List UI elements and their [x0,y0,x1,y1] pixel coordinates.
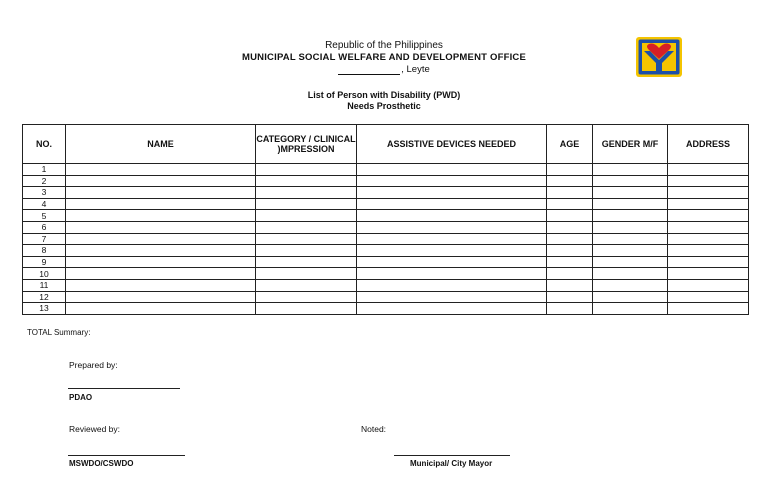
category-cell[interactable] [256,279,357,291]
assistive-devices-cell[interactable] [357,221,547,233]
row-number: 13 [23,303,66,315]
address-cell[interactable] [668,221,749,233]
table-row [23,210,749,222]
table-row [23,245,749,257]
name-cell[interactable] [66,256,256,268]
table-row [23,268,749,280]
age-cell[interactable] [547,291,593,303]
category-cell[interactable] [256,233,357,245]
name-cell[interactable] [66,175,256,187]
age-cell[interactable] [547,303,593,315]
gender-cell[interactable] [593,245,668,257]
address-cell[interactable] [668,164,749,176]
column-header-no: NO. [23,125,66,164]
gender-cell[interactable] [593,175,668,187]
column-header-category: CATEGORY / CLINICAL )MPRESSION [256,125,357,164]
reviewed-by-label: Reviewed by: [69,424,121,434]
row-number: 6 [23,221,66,233]
row-number: 5 [23,210,66,222]
name-cell[interactable] [66,221,256,233]
address-cell[interactable] [668,256,749,268]
address-cell[interactable] [668,291,749,303]
age-cell[interactable] [547,221,593,233]
row-number: 3 [23,187,66,199]
name-cell[interactable] [66,279,256,291]
age-cell[interactable] [547,187,593,199]
gender-cell[interactable] [593,221,668,233]
address-cell[interactable] [668,245,749,257]
column-header-address: ADDRESS [668,125,749,164]
assistive-devices-cell[interactable] [357,164,547,176]
name-cell[interactable] [66,187,256,199]
table-row [23,221,749,233]
row-number: 1 [23,164,66,176]
age-cell[interactable] [547,175,593,187]
age-cell[interactable] [547,210,593,222]
pwd-table [22,124,749,315]
gender-cell[interactable] [593,187,668,199]
name-cell[interactable] [66,303,256,315]
mswdo-label: MSWDO/CSWDO [69,459,134,468]
name-cell[interactable] [66,268,256,280]
age-cell[interactable] [547,268,593,280]
row-number: 11 [23,279,66,291]
gender-cell[interactable] [593,233,668,245]
table-row [23,198,749,210]
age-cell[interactable] [547,245,593,257]
category-cell[interactable] [256,175,357,187]
assistive-devices-cell[interactable] [357,175,547,187]
assistive-devices-cell[interactable] [357,291,547,303]
age-cell[interactable] [547,256,593,268]
category-cell[interactable] [256,198,357,210]
table-row [23,279,749,291]
assistive-devices-cell[interactable] [357,256,547,268]
age-cell[interactable] [547,164,593,176]
assistive-devices-cell[interactable] [357,268,547,280]
name-cell[interactable] [66,245,256,257]
name-cell[interactable] [66,198,256,210]
assistive-devices-cell[interactable] [357,210,547,222]
category-cell[interactable] [256,268,357,280]
pdao-signature-line [68,388,180,389]
address-cell[interactable] [668,233,749,245]
assistive-devices-cell[interactable] [357,303,547,315]
category-cell[interactable] [256,221,357,233]
municipality-blank [338,65,400,75]
age-cell[interactable] [547,233,593,245]
category-cell[interactable] [256,187,357,199]
category-cell[interactable] [256,256,357,268]
assistive-devices-cell[interactable] [357,233,547,245]
row-number: 12 [23,291,66,303]
category-cell[interactable] [256,210,357,222]
assistive-devices-cell[interactable] [357,279,547,291]
pdao-label: PDAO [69,393,93,402]
name-cell[interactable] [66,233,256,245]
gender-cell[interactable] [593,279,668,291]
noted-label: Noted: [361,424,387,434]
category-cell[interactable] [256,291,357,303]
prepared-by-label: Prepared by: [69,360,118,370]
name-cell[interactable] [66,291,256,303]
gender-cell[interactable] [593,303,668,315]
document-subtitle: Needs Prosthetic [347,101,421,111]
document-title: List of Person with Disability (PWD) [307,90,461,100]
age-cell[interactable] [547,279,593,291]
address-cell[interactable] [668,279,749,291]
table-header-row [23,125,749,164]
table-row [23,291,749,303]
assistive-devices-cell[interactable] [357,198,547,210]
dswd-logo [636,37,682,77]
name-cell[interactable] [66,164,256,176]
address-cell[interactable] [668,187,749,199]
republic-heading: Republic of the Philippines [325,40,443,51]
column-header-assistive-devices: ASSISTIVE DEVICES NEEDED [357,125,547,164]
total-summary-label: TOTAL Summary: [27,328,91,337]
address-cell[interactable] [668,210,749,222]
mayor-label: Municipal/ City Mayor [410,459,493,468]
table-row [23,175,749,187]
column-header-gender: GENDER M/F [593,125,668,164]
gender-cell[interactable] [593,164,668,176]
column-header-name: NAME [66,125,256,164]
row-number: 8 [23,245,66,257]
row-number: 4 [23,198,66,210]
gender-cell[interactable] [593,291,668,303]
province-text: , Leyte [401,64,430,75]
table-row [23,303,749,315]
category-cell[interactable] [256,303,357,315]
row-number: 10 [23,268,66,280]
address-cell[interactable] [668,198,749,210]
gender-cell[interactable] [593,210,668,222]
table-row [23,256,749,268]
age-cell[interactable] [547,198,593,210]
table-body [23,164,749,315]
row-number: 2 [23,175,66,187]
category-cell[interactable] [256,164,357,176]
table-row [23,164,749,176]
gender-cell[interactable] [593,256,668,268]
office-heading: MUNICIPAL SOCIAL WELFARE AND DEVELOPMENT OFFICE [241,52,527,63]
table-row [23,187,749,199]
gender-cell[interactable] [593,268,668,280]
table-row [23,233,749,245]
row-number: 9 [23,256,66,268]
address-cell[interactable] [668,268,749,280]
gender-cell[interactable] [593,198,668,210]
address-cell[interactable] [668,175,749,187]
mayor-signature-line [394,455,510,456]
row-number: 7 [23,233,66,245]
column-header-age: AGE [547,125,593,164]
category-cell[interactable] [256,245,357,257]
assistive-devices-cell[interactable] [357,245,547,257]
mswdo-signature-line [68,455,185,456]
assistive-devices-cell[interactable] [357,187,547,199]
address-cell[interactable] [668,303,749,315]
name-cell[interactable] [66,210,256,222]
